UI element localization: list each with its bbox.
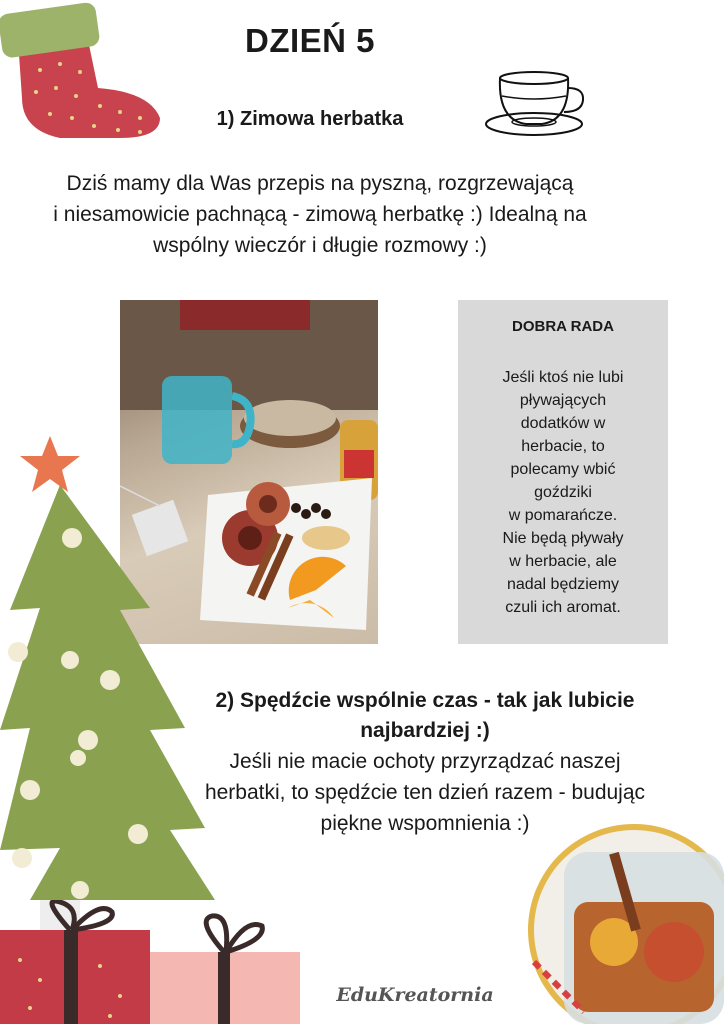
tip-line: dodatków w <box>520 415 606 432</box>
tip-line: Jeśli ktoś nie lubi <box>502 369 624 386</box>
tip-line: czuli ich aromat. <box>505 599 621 616</box>
tea-jar-photo <box>524 812 724 1024</box>
tip-line: w herbacie, ale <box>509 553 617 570</box>
intro-line: i niesamowicie pachnącą - zimową herbatkę :) Idealną na <box>53 203 587 226</box>
tip-line: goździki <box>534 484 592 501</box>
intro-line: Dziś mamy dla Was przepis na pyszną, rozgrzewającą <box>66 172 574 195</box>
intro-paragraph <box>10 168 630 261</box>
tip-line: pływających <box>519 392 607 409</box>
tip-line: nadal będziemy <box>506 576 620 593</box>
stocking-icon <box>0 0 170 145</box>
section-2-heading-line: 2) Spędźcie wspólnie czas - tak jak lubicie <box>215 689 635 712</box>
section-2-heading <box>170 686 680 746</box>
section-2-line: herbatki, to spędźcie ten dzień razem - budując <box>204 781 646 804</box>
tip-line: w pomarańcze. <box>508 507 618 524</box>
tip-title: DOBRA RADA <box>512 318 614 335</box>
page-title: DZIEŃ 5 <box>244 22 376 59</box>
section-2-line: piękne wspomnienia :) <box>320 812 530 835</box>
tip-text <box>468 366 658 619</box>
section-1-heading: 1) Zimowa herbatka <box>216 108 404 130</box>
section-2-line: Jeśli nie macie ochoty przyrządzać naszej <box>229 750 621 773</box>
section-2-heading-line: najbardziej :) <box>360 719 490 742</box>
tip-line: herbacie, to <box>521 438 605 455</box>
tip-line: polecamy wbić <box>510 461 616 478</box>
star-icon <box>18 434 82 494</box>
teacup-icon <box>484 68 588 142</box>
brand-logo: EduKreatornia <box>336 984 494 1006</box>
intro-line: wspólny wieczór i długie rozmowy :) <box>153 234 487 257</box>
gift-box-icon <box>0 900 300 1024</box>
tip-line: Nie będą pływały <box>502 530 624 547</box>
